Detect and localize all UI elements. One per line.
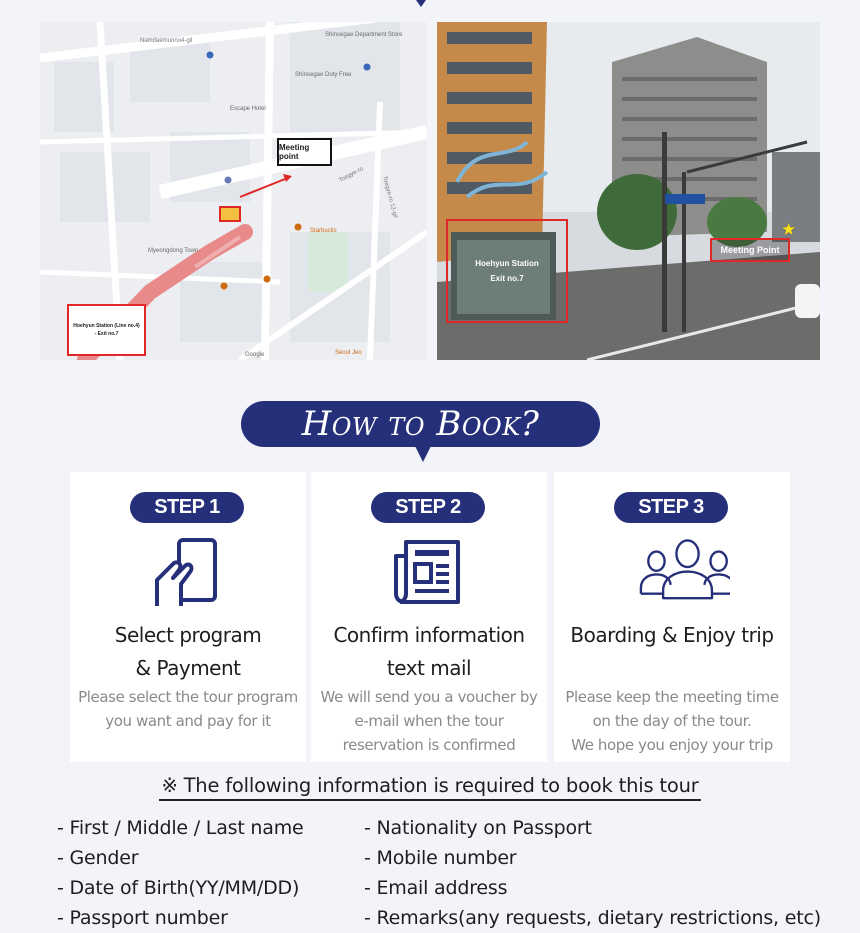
map-label: Toegye-ro (338, 166, 365, 184)
map-label: Toegye-ro 12-gil (381, 175, 398, 219)
top-caret (416, 0, 426, 7)
step-desc-line: Please select the tour program (78, 688, 298, 706)
photo-meeting-point-label (710, 238, 790, 262)
step-description (70, 685, 306, 733)
station-exit: - Exit no.7 (94, 331, 119, 337)
step-card-2 (311, 472, 547, 762)
step-title (554, 619, 790, 652)
map-station-label (67, 304, 146, 356)
required-info-list-left (57, 813, 304, 933)
step-description (311, 685, 547, 757)
step-desc-line: Please keep the meeting time (565, 688, 779, 706)
map-label: Shinsegae Duty Free (295, 72, 352, 78)
star-icon: ★ (781, 220, 797, 240)
step-desc-line: you want and pay for it (105, 712, 271, 730)
banner-pointer (415, 446, 431, 462)
step-card-1 (70, 472, 306, 762)
station-name: Hoehyun Station (Line no.4) (73, 322, 140, 329)
map-label: Myeongdong Town (148, 248, 199, 254)
required-info-heading-text: ※ The following information is required to book this tour (159, 774, 700, 801)
map-label: Namdaemunno4-gil (140, 38, 193, 44)
station-name: Hoehyun Station (475, 258, 539, 268)
required-info-item: - Passport number (57, 907, 228, 929)
step-desc-line: on the day of the tour. (592, 712, 752, 730)
step-pill: STEP 3 (614, 492, 728, 523)
photo-station-label (446, 219, 568, 323)
step-description (554, 685, 790, 757)
step-pill: STEP 2 (371, 492, 485, 523)
meeting-point-text: Meeting point (279, 143, 310, 161)
step-title-line: Confirm information (333, 623, 525, 647)
step-card-3 (554, 472, 790, 762)
step-title-line: text mail (386, 656, 472, 680)
newspaper-icon (392, 536, 466, 610)
required-info-list-right (364, 813, 821, 933)
required-info-item: - Date of Birth(YY/MM/DD) (57, 877, 300, 899)
required-info-item: - First / Middle / Last name (57, 817, 304, 839)
required-info-item: - Remarks(any requests, dietary restrictions, etc) (364, 907, 821, 929)
street-photo (437, 22, 820, 360)
step-desc-line: We will send you a voucher by (320, 688, 538, 706)
map-label: Google (245, 352, 265, 358)
map-meeting-point-label (277, 138, 332, 166)
required-info-heading (0, 774, 860, 797)
group-icon (614, 536, 730, 610)
hand-card-icon (151, 536, 225, 610)
required-info-item: - Nationality on Passport (364, 817, 592, 839)
step-pill: STEP 1 (130, 492, 244, 523)
map-label: Starbucks (310, 228, 337, 234)
map-label: Escape Hotel (230, 106, 266, 112)
step-title-line: Select program (114, 623, 262, 647)
map-label: Shinsegae Department Store (325, 32, 403, 38)
required-info-item: - Gender (57, 847, 139, 869)
map-label: Seoul Jeo (335, 350, 362, 356)
required-info-item: - Email address (364, 877, 508, 899)
how-to-book-banner (241, 401, 600, 447)
step-title-line: & Payment (135, 656, 241, 680)
required-info-item: - Mobile number (364, 847, 517, 869)
location-map (40, 22, 427, 360)
step-desc-line: e-mail when the tour (354, 712, 504, 730)
step-title (70, 619, 306, 685)
exit-marker (219, 206, 241, 222)
banner-title: How to Book? (301, 404, 540, 444)
station-exit: Exit no.7 (490, 274, 524, 283)
step-desc-line: reservation is confirmed (342, 736, 516, 754)
step-title-line: Boarding & Enjoy trip (570, 623, 774, 647)
step-desc-line: We hope you enjoy your trip (571, 736, 773, 754)
meeting-point-text: Meeting Point (720, 245, 780, 255)
step-title (311, 619, 547, 685)
